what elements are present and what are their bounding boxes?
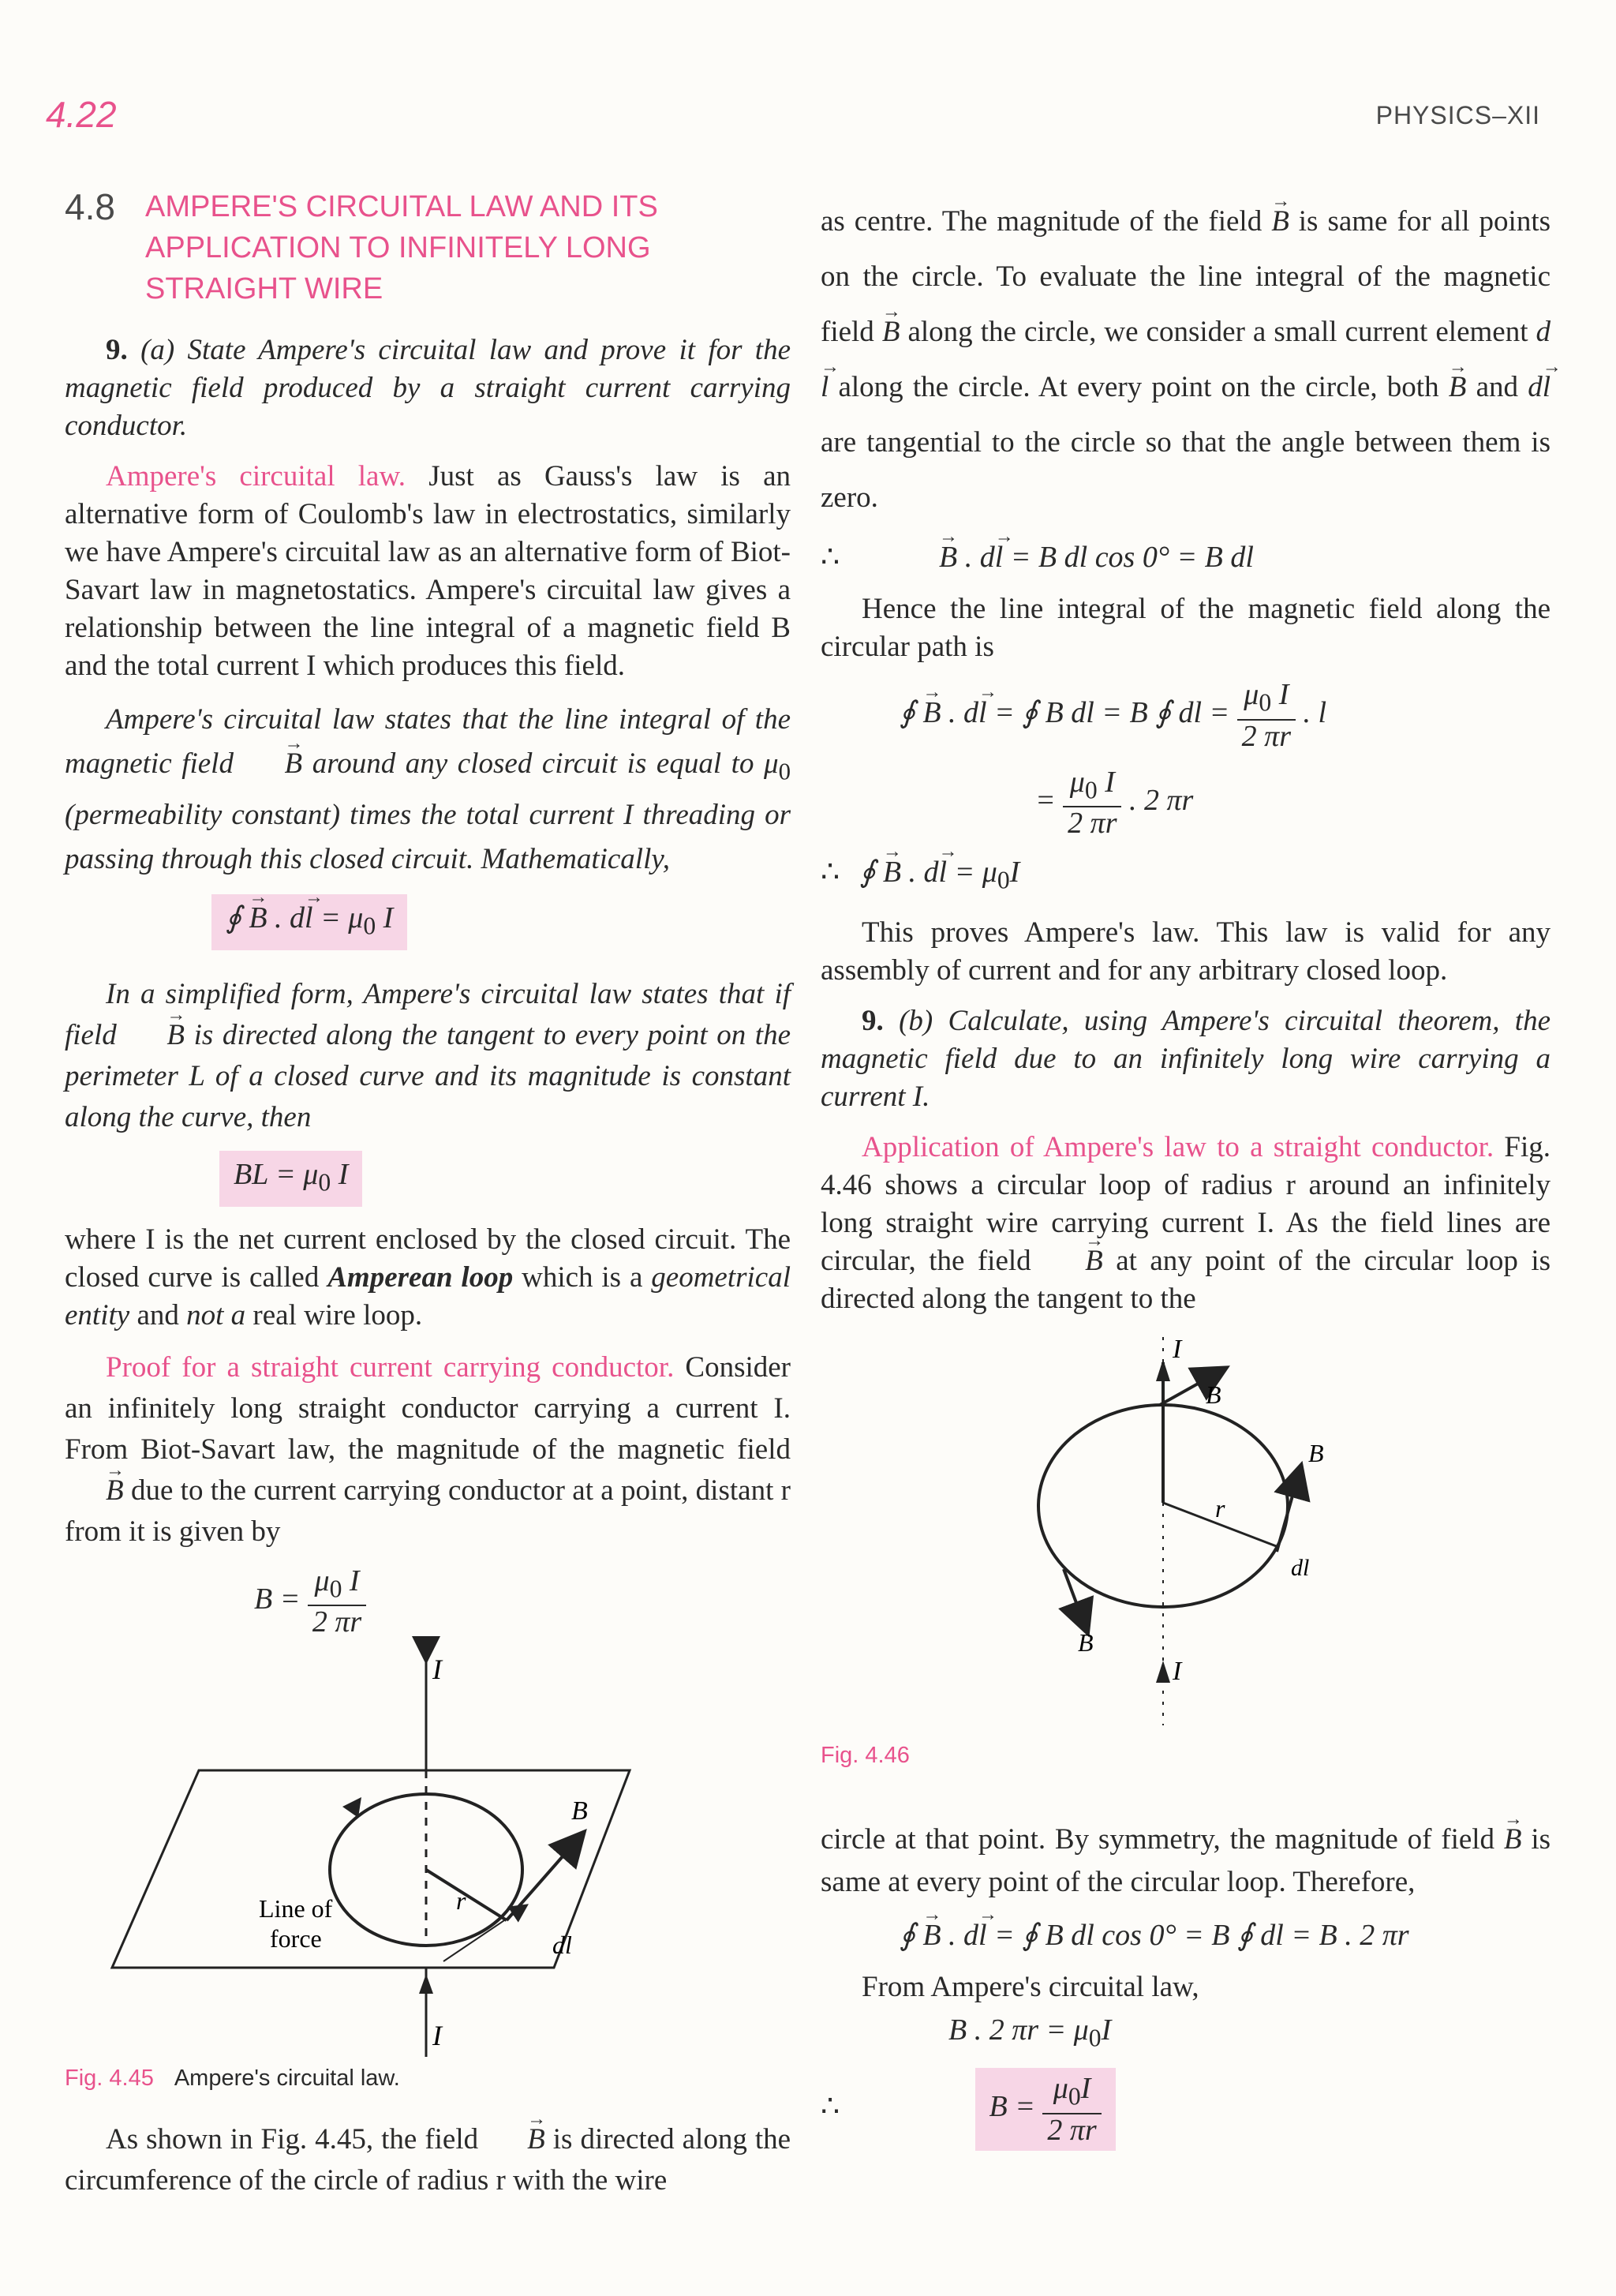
proof-lead: Proof for a straight current carrying conductor. — [106, 1350, 675, 1384]
left-column — [65, 186, 791, 2214]
statement-part: (permeability constant) times the total current I threading or passing through this closed circuit. Mathematically, — [65, 799, 791, 876]
symmetry-equation: ∮ → B . d→ l = ∮ B dl cos 0° = B ∮ dl = B . 2 πr — [900, 1916, 1551, 1954]
final-result: ∴ B = $\frac{\mu_0I}{2 \pi r}$ — [821, 2068, 1551, 2151]
line-integral-equation: ∮ → B . d→ l = ∮ B dl = B ∮ dl = $\frac{\mu_0 I}{2 \pi r}$ . l — [900, 679, 1551, 752]
fig46-element: dl — [1291, 1554, 1310, 1581]
text-part: As shown in Fig. 4.45, the field — [106, 2123, 479, 2156]
fig46-field-top: B — [1206, 1380, 1221, 1409]
text-part: at any point of the circular loop is directed along the tangent to the — [821, 1244, 1551, 1315]
fig45-element: dl — [552, 1931, 572, 1960]
text-part: as centre. The magnitude of the field — [821, 205, 1262, 238]
hence-paragraph: Hence the line integral of the magnetic field along the circular path is — [821, 593, 1551, 663]
question-9b — [821, 1002, 1551, 1116]
b2pir-equation: B . 2 $\pi r = \mu_0I$ — [948, 2013, 1112, 2052]
where-text: real wire loop. — [252, 1298, 423, 1332]
question-text: (b) Calculate, using Ampere's circuital theorem, the magnetic field due to an infinitely long wire carrying a current I. — [821, 1004, 1551, 1113]
running-head: PHYSICS–XII — [1375, 101, 1540, 129]
text-part: is directed along the circumference of the circle of radius r with the wire — [65, 2123, 791, 2197]
proves-paragraph: This proves Ampere's law. This law is valid for any assembly of current and for any arbitrary closed loop. — [821, 916, 1551, 987]
from-ampere-text: From Ampere's circuital law, — [862, 1970, 1199, 2003]
fig46-radius: r — [1215, 1493, 1225, 1523]
dot-product-equation: ∴→ B . d→ l = B dl cos 0° = B dl — [821, 538, 1551, 576]
ampere-law-formula: ∮ → B . $d\to l = \mu_0$ I — [211, 894, 791, 950]
section-title: AMPERE'S CIRCUITAL LAW AND ITS APPLICATION TO INFINITELY LONG STRAIGHT WIRE — [145, 190, 658, 305]
text-part: along the circle. At every point on the circle, both — [838, 371, 1439, 403]
fig-title: Ampere's circuital law. — [174, 2066, 400, 2092]
not-a-term: not a — [186, 1298, 246, 1332]
amperean-loop-term: Amperean loop — [327, 1260, 514, 1294]
proof-text: due to the current carrying conductor at a point, distant r from it is given by — [65, 1474, 791, 1548]
text-part: is same at every point of the circular loop. Therefore, — [821, 1822, 1551, 1898]
text-part: are tangential to the circle so that the angle between them is zero. — [821, 426, 1551, 514]
right-column — [821, 194, 1551, 2165]
fig-4-46-diagram — [821, 1331, 1551, 1733]
fig45-field: B — [571, 1796, 588, 1826]
text-part: circle at that point. By symmetry, the magnitude of field — [821, 1822, 1495, 1856]
text-part: and — [1476, 371, 1519, 403]
biot-savart-formula: B = $\frac{\mu_0 I}{2 \pi r}$ — [254, 1565, 791, 1639]
fig45-current-bottom: I — [432, 2020, 442, 2052]
section-heading — [65, 186, 791, 309]
text-part: along the circle, we consider a small current element — [907, 316, 1528, 348]
after-fig45-paragraph — [65, 2119, 791, 2201]
fig45-radius: r — [456, 1886, 466, 1916]
where-text: which is a — [522, 1260, 643, 1294]
circle-paragraph: as centre. The magnitude of the field → B is same for all points on the circle. To evaluate the line integral of the magnetic field → B along the circle, we consider a small current element d→ l along the circle. At every point on the circle, both → B and d→ l are tangential to the circle so that the angle between them is zero. — [821, 194, 1551, 526]
simplified-statement — [65, 974, 791, 1138]
vector-b: → B — [65, 1470, 124, 1511]
fig46-field-bottom: B — [1078, 1627, 1094, 1657]
fig-4-45-caption — [65, 2059, 791, 2097]
fig45-force: force — [270, 1924, 322, 1953]
statement-part: Ampere's circuital law states that the line integral of the magnetic field — [65, 703, 791, 780]
ampere-result: ∴ ∮ → B . $d\to l = \mu_0I$ — [821, 853, 1551, 900]
application-paragraph: Application of Ampere's law to a straight conductor. Fig. 4.46 shows a circular loop of radius r around an infinitely long straight wire carrying current I. As the field lines are circular, the field → B at any point of the circular loop is directed along the tangent to the — [821, 1129, 1551, 1318]
proof-paragraph — [65, 1347, 791, 1553]
law-statement: Ampere's circuital law states that the line integral of the magnetic field → B around any closed circuit is equal to $\mu_0$ (permeability constant) times the total current I threading or passing through this closed circuit. Mathematically, — [65, 698, 791, 882]
geometrical-entity-term: geometrical entity — [65, 1260, 791, 1332]
fig46-field-right: B — [1308, 1438, 1324, 1467]
vector-b: → B — [244, 742, 303, 786]
fig-4-45-diagram — [65, 1635, 791, 2061]
vector-b: → B — [125, 1015, 185, 1056]
fig-label: Fig. 4.46 — [821, 1742, 910, 1768]
law-lead: Ampere's circuital law. — [106, 460, 406, 493]
statement-part: In a simplified form, Ampere's circuital law states that if field — [65, 977, 791, 1051]
proof-text: Consider an infinitely long straight conductor carrying a current I. From Biot-Savart law, the magnitude of the magnetic field — [65, 1350, 791, 1466]
where-text: and — [137, 1298, 179, 1332]
symmetry-paragraph: circle at that point. By symmetry, the magnitude of field → B is same at every point of the circular loop. Therefore, — [821, 1818, 1551, 1904]
page-number: 4.22 — [46, 94, 117, 135]
question-number: 9. — [106, 334, 128, 366]
application-lead: Application of Ampere's law to a straight conductor. — [862, 1130, 1494, 1163]
bl-formula: BL = $\mu_0$ I — [219, 1151, 791, 1207]
vector-b: → B — [486, 2119, 545, 2160]
question-text: (a) State Ampere's circuital law and prove it for the magnetic field produced by a straight current carrying conductor. — [65, 334, 791, 442]
fig45-current-top: I — [432, 1654, 442, 1686]
text-part: Fig. 4.46 shows a circular loop of radius r around an infinitely long straight wire carrying current I. As the field lines are circular, the field — [821, 1130, 1551, 1277]
fig46-current-top: I — [1173, 1334, 1182, 1364]
law-paragraph — [65, 458, 791, 685]
line-integral-step: = $\frac{\mu_0 I}{2 \pi r}$ . 2 πr — [1035, 765, 1194, 841]
law-text: Just as Gauss's law is an alternative form of Coulomb's law in electrostatics, similarly we have Ampere's circuital law as an alternative form of Biot-Savart law in magnetostatics. Ampere's circuital law gives a relationship between the line integral of a magnetic field B and the total current I which produces this field. — [65, 460, 791, 682]
statement-part: around any closed circuit is equal to μ — [312, 747, 779, 780]
where-paragraph — [65, 1221, 791, 1335]
fig46-current-bottom: I — [1173, 1656, 1182, 1686]
where-text: where I is the net current enclosed by the closed circuit. The closed curve is called — [65, 1223, 791, 1294]
fig45-line-of: Line of — [259, 1894, 333, 1923]
fig-label: Fig. 4.45 — [65, 2066, 154, 2092]
fig-4-46-caption — [821, 1736, 1551, 1774]
section-number: 4.8 — [65, 186, 115, 227]
text-part: is same for all points on the circle. To evaluate the line integral of the magnetic field — [821, 205, 1551, 348]
statement-part: is directed along the tangent to every point on the perimeter L of a closed curve and its magnitude is constant along the curve, then — [65, 1018, 791, 1133]
question-number: 9. — [862, 1004, 884, 1037]
question-9a — [65, 331, 791, 445]
